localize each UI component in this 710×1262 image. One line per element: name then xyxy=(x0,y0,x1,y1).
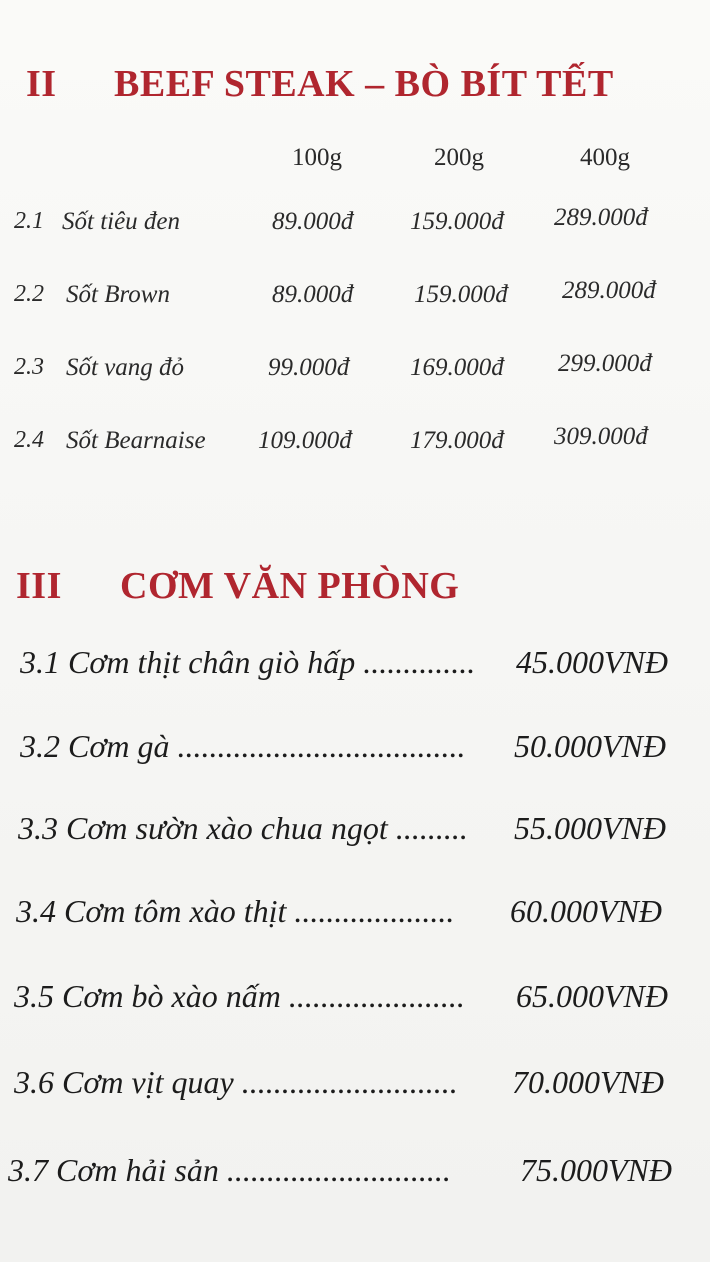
item-price: 45.000VNĐ xyxy=(516,644,668,680)
price-400g: 309.000đ xyxy=(554,423,648,450)
item-number: 2.2 xyxy=(14,281,44,307)
price-200g: 169.000đ xyxy=(410,354,504,381)
section-number: III xyxy=(16,565,62,607)
price-100g: 109.000đ xyxy=(258,427,352,454)
price-400g: 299.000đ xyxy=(558,350,652,377)
item-name: 3.7 Cơm hải sản ............................ xyxy=(8,1152,451,1188)
section-heading-beef-steak xyxy=(26,62,614,106)
price-100g: 89.000đ xyxy=(272,281,354,308)
rice-item xyxy=(0,978,710,1026)
column-header-100g: 100g xyxy=(292,144,342,171)
section-heading-com-van-phong xyxy=(16,564,459,608)
item-number: 2.1 xyxy=(14,208,44,234)
item-name: 3.3 Cơm sườn xào chua ngọt ......... xyxy=(18,810,468,846)
item-number: 2.3 xyxy=(14,354,44,380)
section-title: BEEF STEAK – BÒ BÍT TẾT xyxy=(114,63,614,105)
price-200g: 159.000đ xyxy=(410,208,504,235)
section-number: II xyxy=(26,63,57,105)
section-title: CƠM VĂN PHÒNG xyxy=(120,565,460,607)
rice-item xyxy=(0,1064,710,1112)
item-name: Sốt Bearnaise xyxy=(66,427,206,454)
rice-item xyxy=(0,644,710,692)
steak-item xyxy=(0,204,710,248)
steak-item xyxy=(0,350,710,394)
steak-item xyxy=(0,423,710,467)
column-header-400g: 400g xyxy=(580,144,630,171)
price-400g: 289.000đ xyxy=(562,277,656,304)
item-name: Sốt Brown xyxy=(66,281,170,308)
item-name: Sốt tiêu đen xyxy=(62,208,181,235)
rice-item xyxy=(0,728,710,776)
item-price: 50.000VNĐ xyxy=(514,728,666,764)
steak-item xyxy=(0,277,710,321)
item-price: 70.000VNĐ xyxy=(512,1064,664,1100)
column-header-200g: 200g xyxy=(434,144,484,171)
rice-item xyxy=(0,810,710,858)
item-price: 75.000VNĐ xyxy=(520,1152,672,1188)
price-200g: 159.000đ xyxy=(414,281,508,308)
rice-item xyxy=(0,893,710,941)
price-100g: 89.000đ xyxy=(272,208,354,235)
price-400g: 289.000đ xyxy=(554,204,648,231)
item-price: 65.000VNĐ xyxy=(516,978,668,1014)
item-name: 3.1 Cơm thịt chân giò hấp .............. xyxy=(20,644,476,680)
item-name: 3.4 Cơm tôm xào thịt .................... xyxy=(16,893,455,929)
item-name: 3.2 Cơm gà .................................... xyxy=(20,728,466,764)
item-name: 3.6 Cơm vịt quay ........................... xyxy=(14,1064,458,1100)
item-price: 60.000VNĐ xyxy=(510,893,662,929)
item-name: Sốt vang đỏ xyxy=(66,354,185,381)
item-price: 55.000VNĐ xyxy=(514,810,666,846)
price-200g: 179.000đ xyxy=(410,427,504,454)
item-number: 2.4 xyxy=(14,427,44,453)
price-100g: 99.000đ xyxy=(268,354,350,381)
rice-item xyxy=(0,1152,710,1200)
item-name: 3.5 Cơm bò xào nấm ...................... xyxy=(14,978,465,1014)
